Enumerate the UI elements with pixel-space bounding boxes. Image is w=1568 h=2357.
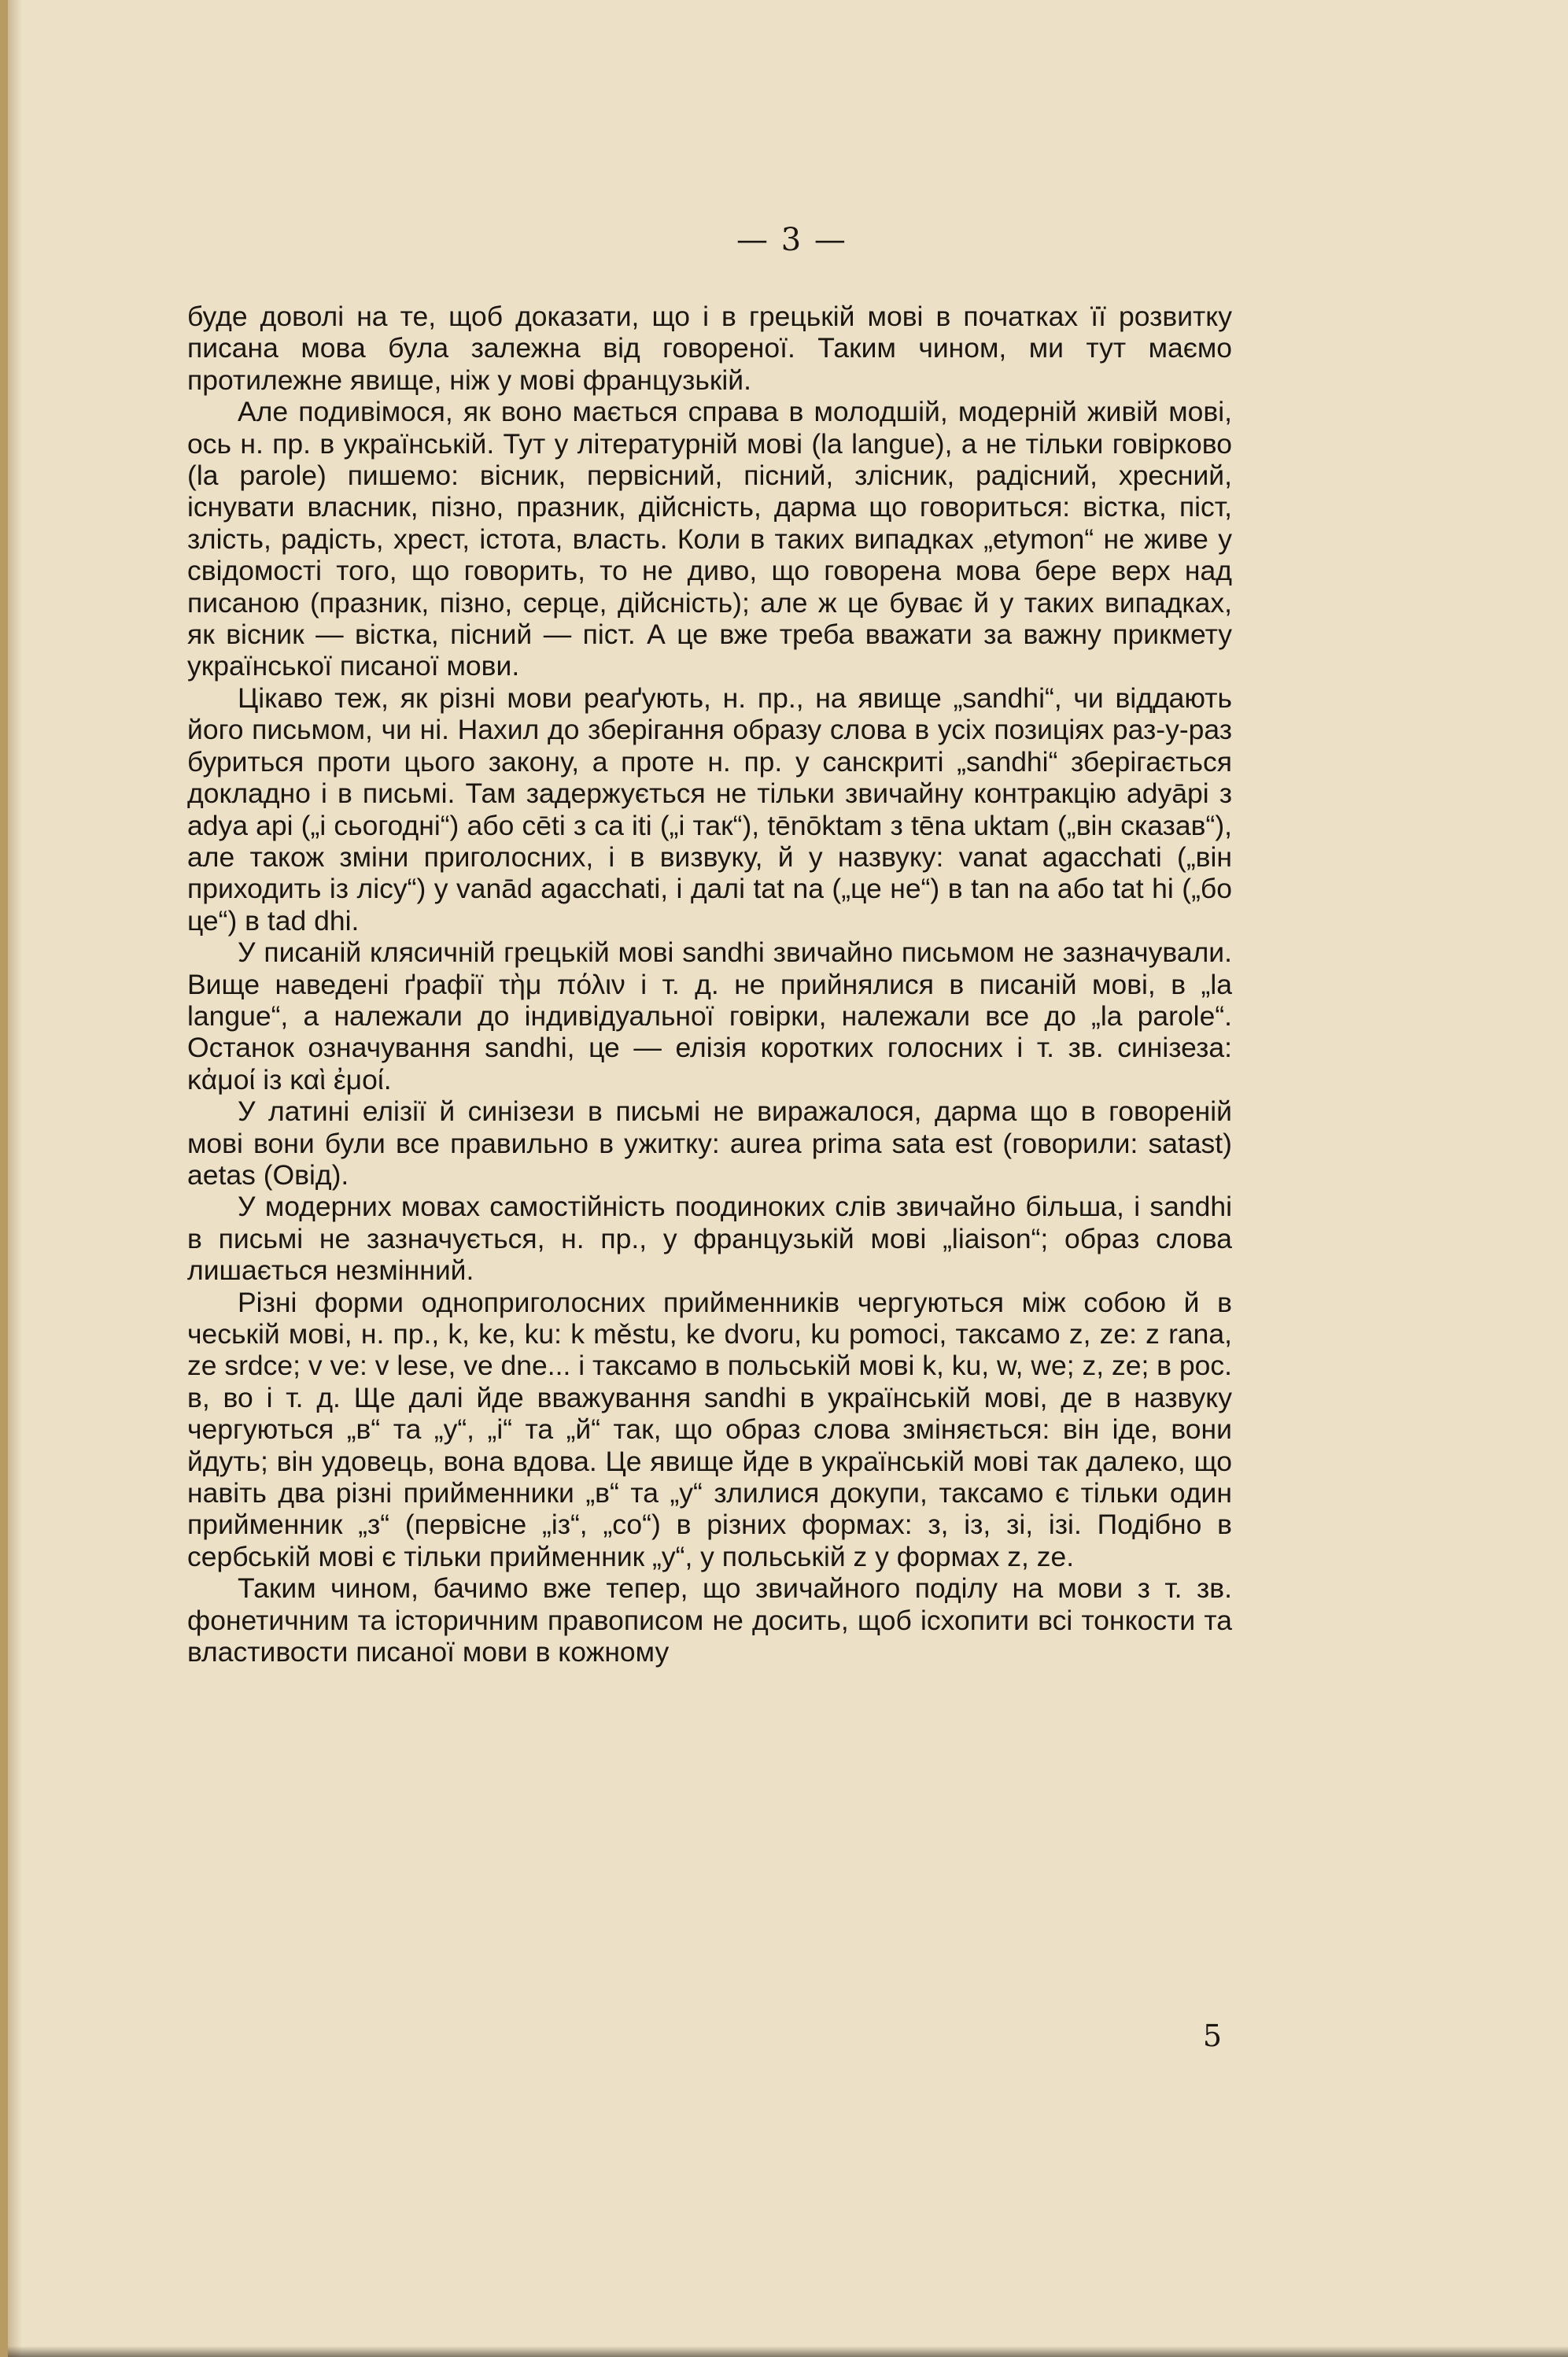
paragraph: У модерних мовах самостійність поодиноких слів звичайно більша, і sandhi в письмі не зазначується, н. пр., у французькій мові „liaison“; образ слова лишається незмінний.	[187, 1191, 1232, 1287]
paragraph: Цікаво теж, як різні мови реаґують, н. пр., на явище „sandhi“, чи віддають його письмом, чи ні. Нахил до зберігання образу слова в усіх позиціях раз-у-раз буриться проти цього закону, а проте н. пр. у санскриті „sandhi“ зберігається докладно і в письмі. Там задержується не тільки звичайну контракцію adyāpi з adya api („і сьогодні“) або cēti з ca iti („і так“), tēnōktam з tēna uktam („він сказав“), але також зміни приголосних, і в визвуку, й у назвуку: vanat agacchati („він приходить із лісу“) у vanād agacchati, і далі tat na („це не“) в tan na або tat hi („бо це“) в tad dhi.	[187, 682, 1232, 937]
paragraph: Таким чином, бачимо вже тепер, що звичайного поділу на мови з т. зв. фонетичним та історичним правописом не досить, щоб ісхопити всі тонкости та властивости писаної мови в кожному	[187, 1572, 1232, 1668]
running-page-number: — 3 —	[736, 222, 847, 258]
paragraph: буде доволі на те, щоб доказати, що і в грецькій мові в початках її розвитку писана мова була залежна від говореної. Таким чином, ми тут маємо протилежне явище, ніж у мові французькій.	[187, 301, 1232, 396]
paragraph: У писаній клясичній грецькій мові sandhi звичайно письмом не зазначували. Вище наведені ґрафії τὴμ πόλιν і т. д. не прийнялися в писаній мові, в „la langue“, а належали до індивідуальної говірки, належали все до „la parole“. Останок означування sandhi, це — елізія коротких голосних і т. зв. синізеза: κἀμοί із καὶ ἐμοί.	[187, 937, 1232, 1095]
paragraph: Але подивімося, як воно мається справа в молодшій, модерній живій мові, ось н. пр. в українській. Тут у літературній мові (la langue), а не тільки говірково (la parole) пишемо: вісник, первісний, пісний, злісник, радісний, хресний, існувати власник, пізно, празник, дійсність, дарма що говориться: вістка, піст, злість, радість, хрест, істота, власть. Коли в таких випадках „etymon“ не живе у свідомості того, що говорить, то не диво, що говорена мова бере верх над писаною (празник, пізно, серце, дійсність); але ж це буває й у таких випадках, як вісник — вістка, пісний — піст. А це вже треба вважати за важну прикмету української писаної мови.	[187, 396, 1232, 682]
folio-number: 5	[1202, 2019, 1222, 2053]
paragraph: Різні форми одноприголосних прийменників чергуються між собою й в чеській мові, н. пр., k, ke, ku: k městu, ke dvoru, ku pomoci, таксамо z, ze: z rana, ze srdce; v ve: v lese, ve dne... і таксамо в польській мові k, ku, w, we; z, ze; в рос. в, во і т. д. Ще далі йде вважування sandhi в українській мові, де в назвуку чергуються „в“ та „у“, „і“ та „й“ так, що образ слова зміняється: він іде, вони йдуть; він удовець, вона вдова. Це явище йде в українській мові так далеко, що навіть два різні прийменники „в“ та „у“ злилися докупи, таксамо є тільки один прийменник „з“ (первісне „із“, „со“) в різних формах: з, із, зі, ізі. Подібно в сербській мові є тільки прийменник „у“, у польській z у формах z, ze.	[187, 1286, 1232, 1572]
paragraph: У латині елізії й синізези в письмі не виражалося, дарма що в говореній мові вони були все правильно в ужитку: aurea prima sata est (говорили: satast) aetas (Овід).	[187, 1095, 1232, 1191]
body-text	[187, 301, 1232, 1668]
